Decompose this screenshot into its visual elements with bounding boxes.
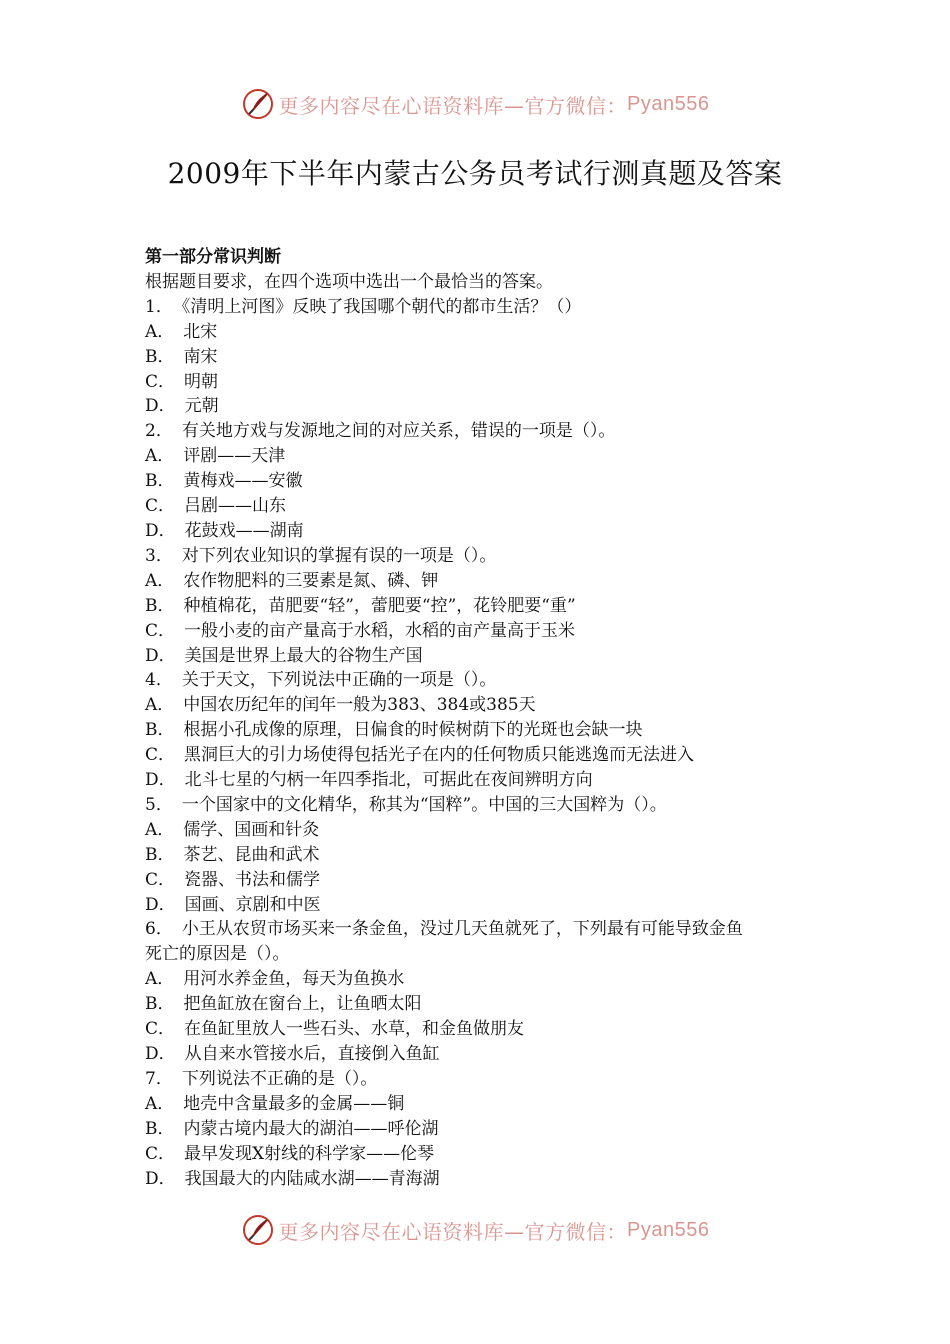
- option-d: [145, 893, 825, 918]
- question-1: [145, 295, 825, 320]
- option-a: [145, 320, 825, 345]
- option-b: [145, 718, 825, 743]
- option-letter: D．: [145, 1168, 176, 1189]
- option-text: 地壳中含量最多的金属——铜: [183, 1093, 405, 1114]
- option-text: 我国最大的内陆咸水湖——青海湖: [184, 1168, 440, 1189]
- option-letter: B．: [145, 1118, 175, 1139]
- question-text: 下列说法不正确的是（）。: [181, 1068, 378, 1089]
- question-number: 4．: [145, 670, 173, 691]
- option-c: [145, 370, 825, 395]
- option-letter: C．: [145, 620, 176, 641]
- question-text: 关于天文，下列说法中正确的一项是（）。: [181, 670, 497, 691]
- option-c: [145, 1142, 825, 1167]
- option-letter: A．: [145, 819, 175, 840]
- question-7: [145, 1067, 825, 1092]
- option-b: [145, 992, 825, 1017]
- option-text: 根据小孔成像的原理，日偏食的时候树荫下的光斑也会缺一块: [183, 720, 643, 741]
- option-d: [145, 394, 825, 419]
- option-text: 儒学、国画和针灸: [183, 819, 320, 840]
- option-letter: B．: [145, 595, 175, 616]
- option-text: 花鼓戏——湖南: [184, 520, 304, 541]
- option-text: 南宋: [183, 346, 218, 367]
- option-a: [145, 818, 825, 843]
- option-text: 黄梅戏——安徽: [183, 471, 303, 492]
- quill-logo-icon: [241, 87, 275, 121]
- option-a: [145, 693, 825, 718]
- banner-text: 更多内容尽在心语资料库—官方微信：: [278, 1219, 628, 1244]
- option-letter: A．: [145, 1093, 175, 1114]
- option-text: 一般小麦的亩产量高于水稻，水稻的亩产量高于玉米: [184, 620, 576, 641]
- option-text: 把鱼缸放在窗台上，让鱼晒太阳: [183, 994, 422, 1015]
- option-a: [145, 1092, 825, 1117]
- option-text: 美国是世界上最大的谷物生产国: [184, 645, 423, 666]
- option-text: 瓷器、书法和儒学: [184, 869, 321, 890]
- option-a: [145, 444, 825, 469]
- question-text: 一个国家中的文化精华，称其为“国粹”。中国的三大国粹为（）。: [181, 794, 667, 815]
- option-letter: D．: [145, 396, 176, 417]
- question-text: 小王从农贸市场买来一条金鱼，没过几天鱼就死了，下列最有可能导致金鱼: [181, 919, 743, 940]
- option-letter: C．: [145, 496, 176, 517]
- question-number: 1．: [145, 296, 173, 317]
- section-instruction: 根据题目要求，在四个选项中选出一个最恰当的答案。: [145, 271, 553, 292]
- question-number: 2．: [145, 421, 173, 442]
- question-text: 有关地方戏与发源地之间的对应关系，错误的一项是（）。: [181, 421, 616, 442]
- option-d: [145, 519, 825, 544]
- option-text: 吕剧——山东: [184, 496, 287, 517]
- question-number: 7．: [145, 1068, 173, 1089]
- section-title: 第一部分常识判断: [145, 247, 281, 267]
- option-b: [145, 843, 825, 868]
- document-body: [145, 245, 825, 1191]
- option-b: [145, 469, 825, 494]
- option-letter: C．: [145, 869, 176, 890]
- banner-text: 更多内容尽在心语资料库—官方微信：: [278, 93, 628, 118]
- question-5: [145, 793, 825, 818]
- option-letter: D．: [145, 1044, 176, 1064]
- option-letter: B．: [145, 471, 175, 492]
- option-text: 内蒙古境内最大的湖泊——呼伦湖: [183, 1118, 439, 1139]
- option-d: [145, 1042, 825, 1067]
- option-text: 农作物肥料的三要素是氮、磷、钾: [183, 570, 439, 591]
- question-text: 对下列农业知识的掌握有误的一项是（）。: [181, 545, 497, 566]
- option-letter: A．: [145, 969, 175, 990]
- option-letter: B．: [145, 720, 175, 741]
- question-4: [145, 668, 825, 693]
- option-text: 北宋: [183, 321, 218, 342]
- question-text: 《清明上河图》反映了我国哪个朝代的都市生活？（）: [181, 296, 582, 317]
- question-number: 5．: [145, 794, 173, 815]
- question-6-cont: [145, 942, 825, 967]
- option-b: [145, 345, 825, 370]
- option-text: 黑洞巨大的引力场使得包括光子在内的任何物质只能逃逸而无法进入: [184, 745, 695, 766]
- banner-wechat-id: Pyan556: [627, 1218, 710, 1241]
- option-text: 评剧——天津: [183, 446, 286, 467]
- option-text: 从自来水管接水后，直接倒入鱼缸: [184, 1044, 440, 1064]
- option-b: [145, 1117, 825, 1142]
- question-6: [145, 917, 825, 942]
- option-c: [145, 494, 825, 519]
- option-letter: D．: [145, 645, 176, 666]
- option-letter: C．: [145, 371, 176, 392]
- option-text: 最早发现X射线的科学家——伦琴: [184, 1143, 435, 1164]
- option-text: 茶艺、昆曲和武术: [183, 844, 320, 865]
- option-letter: A．: [145, 321, 175, 342]
- option-text: 在鱼缸里放人一些石头、水草，和金鱼做朋友: [184, 1019, 525, 1040]
- option-letter: A．: [145, 570, 175, 591]
- option-letter: A．: [145, 695, 175, 716]
- option-c: [145, 743, 825, 768]
- option-text: 北斗七星的勺柄一年四季指北，可据此在夜间辨明方向: [184, 770, 593, 791]
- option-letter: C．: [145, 1143, 176, 1164]
- option-text: 元朝: [184, 396, 219, 417]
- header-banner: [0, 82, 950, 126]
- option-text: 明朝: [184, 371, 219, 392]
- option-b: [145, 594, 825, 619]
- question-number: 3．: [145, 545, 173, 566]
- option-c: [145, 1017, 825, 1042]
- option-text: 中国农历纪年的闰年一般为383、384或385天: [183, 695, 536, 716]
- option-letter: C．: [145, 745, 176, 766]
- option-a: [145, 569, 825, 594]
- option-d: [145, 768, 825, 793]
- option-d: [145, 1167, 825, 1192]
- option-text: 国画、京剧和中医: [184, 894, 321, 915]
- option-d: [145, 644, 825, 669]
- question-3: [145, 544, 825, 569]
- footer-banner: [0, 1208, 950, 1252]
- banner-wechat-id: Pyan556: [627, 92, 710, 115]
- question-2: [145, 419, 825, 444]
- option-c: [145, 868, 825, 893]
- option-text: 种植棉花，苗肥要“轻”，蕾肥要“控”，花铃肥要“重”: [183, 595, 576, 616]
- option-letter: C．: [145, 1019, 176, 1040]
- option-c: [145, 619, 825, 644]
- option-letter: B．: [145, 994, 175, 1015]
- option-letter: B．: [145, 346, 175, 367]
- question-number: 6．: [145, 919, 173, 940]
- option-text: 用河水养金鱼，每天为鱼换水: [183, 969, 405, 990]
- option-letter: D．: [145, 520, 176, 541]
- option-letter: A．: [145, 446, 175, 467]
- page-title: 2009年下半年内蒙古公务员考试行测真题及答案: [167, 157, 783, 190]
- quill-logo-icon: [241, 1213, 275, 1247]
- option-a: [145, 967, 825, 992]
- option-letter: D．: [145, 894, 176, 915]
- option-letter: B．: [145, 844, 175, 865]
- option-letter: D．: [145, 770, 176, 791]
- question-text: 死亡的原因是（）。: [145, 944, 290, 965]
